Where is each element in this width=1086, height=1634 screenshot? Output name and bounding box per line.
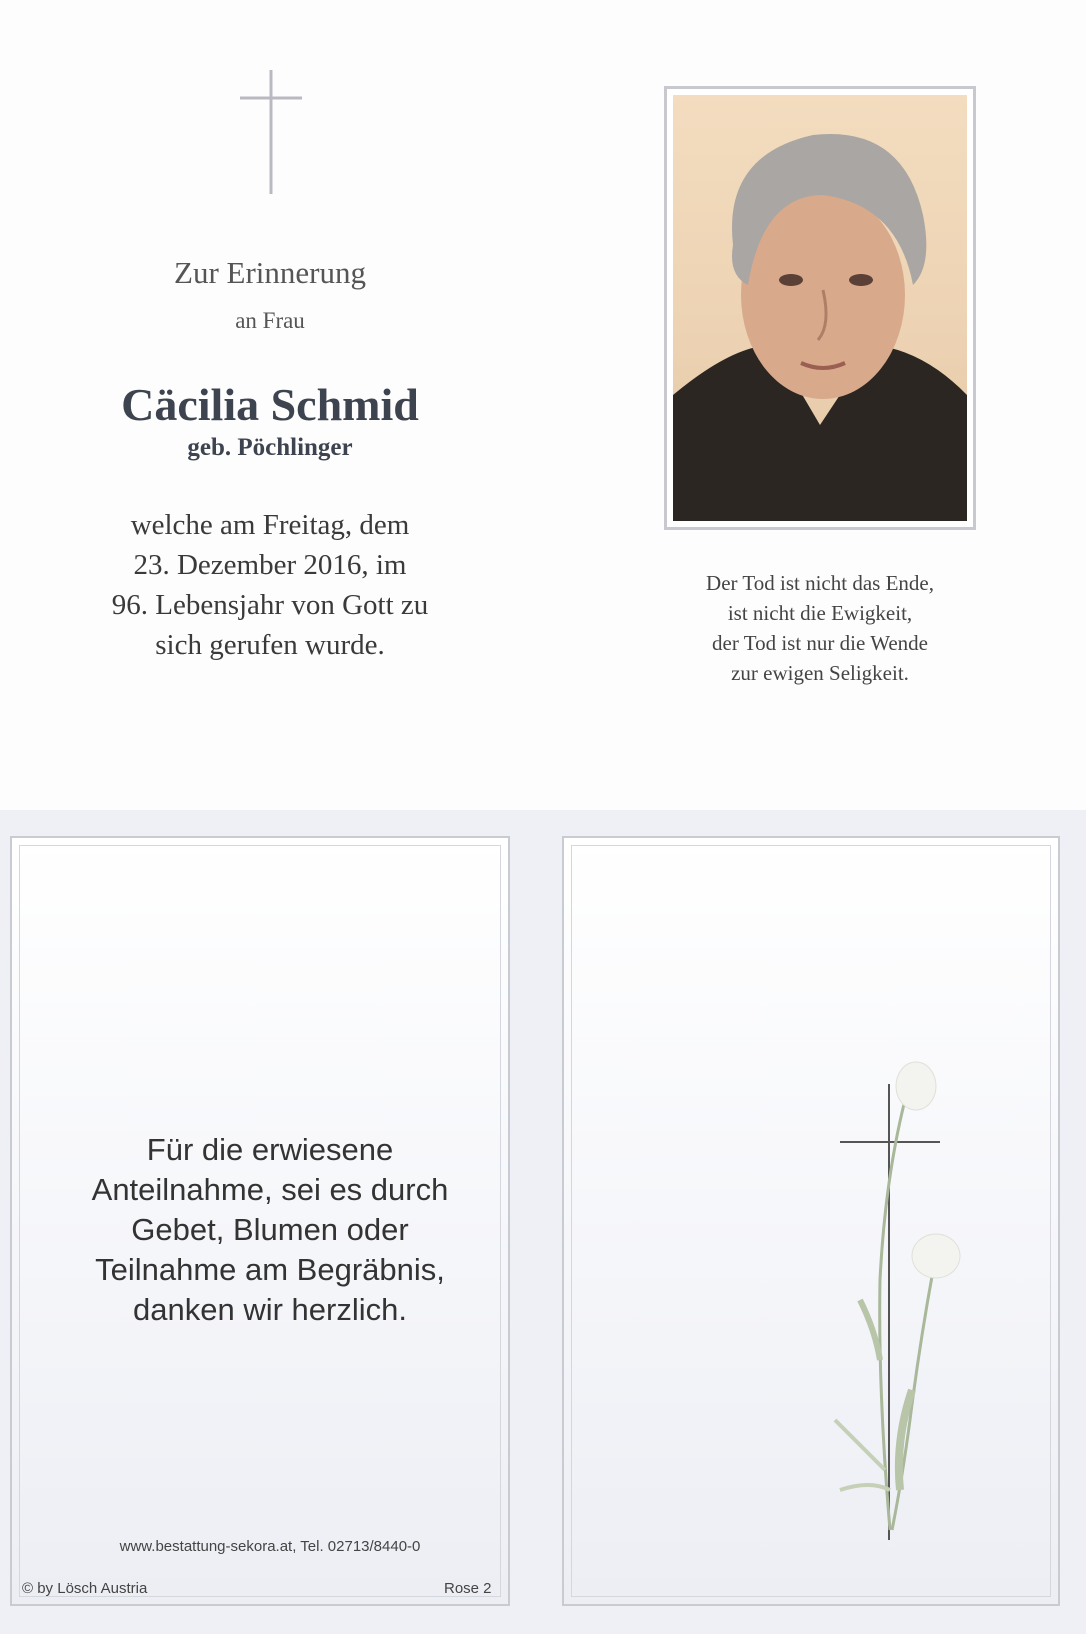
rose-panel (562, 836, 1060, 1606)
portrait-frame (664, 86, 976, 530)
maiden-name: geb. Pöchlinger (187, 434, 353, 461)
thanks-line: Für die erwiesene (146, 1132, 394, 1167)
quote-line: Der Tod ist nicht das Ende, (706, 571, 934, 595)
quote-line: zur ewigen Seligkeit. (731, 661, 909, 685)
thanks-line: Anteilnahme, sei es durch (91, 1172, 449, 1207)
thanks-line: Gebet, Blumen oder (131, 1212, 409, 1247)
design-code: Rose 2 (444, 1580, 492, 1597)
death-line: sich gerufen wurde. (155, 629, 385, 661)
death-line: welche am Freitag, dem (130, 509, 410, 541)
death-line: 96. Lebensjahr von Gott zu (111, 589, 429, 621)
intro-subtitle: an Frau (235, 308, 305, 333)
intro-title: Zur Erinnerung (174, 255, 366, 290)
deceased-name: Cäcilia Schmid (121, 379, 419, 430)
copyright-note: © by Lösch Austria (22, 1580, 148, 1597)
portrait-photo (673, 95, 967, 521)
quote-line: der Tod ist nur die Wende (712, 631, 928, 655)
cross-icon (240, 70, 302, 194)
thanks-line: danken wir herzlich. (133, 1292, 407, 1327)
portrait-illustration (673, 95, 967, 521)
death-notice (70, 505, 470, 665)
website-contact: www.bestattung-sekora.at, Tel. 02713/8440-0 (119, 1538, 421, 1555)
death-line: 23. Dezember 2016, im (133, 549, 407, 581)
rose-cross-icon (830, 1060, 980, 1550)
thanks-line: Teilnahme am Begräbnis, (95, 1252, 445, 1287)
quote-line: ist nicht die Ewigkeit, (727, 601, 913, 625)
memorial-quote (660, 568, 980, 688)
thanks-text (60, 1130, 480, 1330)
